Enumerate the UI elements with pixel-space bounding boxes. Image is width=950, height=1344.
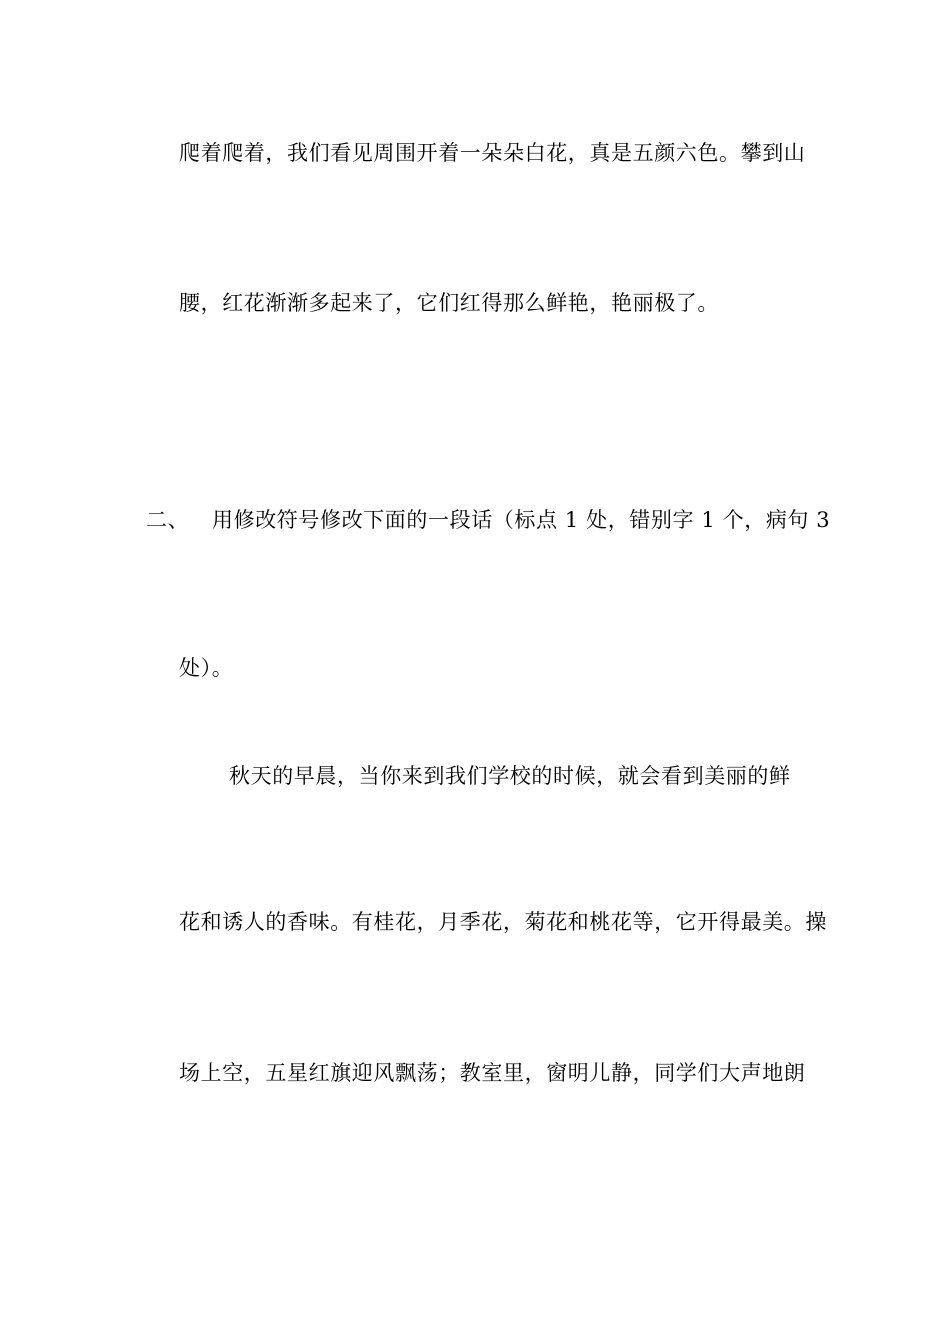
paragraph-line: 爬着爬着，我们看见周围开着一朵朵白花，真是五颜六色。攀到山 [179,141,806,165]
section-instruction: 用修改符号修改下面的一段话（标点 1 处，错别字 1 个，病句 3 [212,508,831,532]
paragraph-line: 腰，红花渐渐多起来了，它们红得那么鲜艳，艳丽极了。 [179,291,719,315]
passage-line: 花和诱人的香味。有桂花，月季花，菊花和桃花等，它开得最美。操 [179,910,827,934]
passage-line: 场上空，五星红旗迎风飘荡；教室里，窗明儿静，同学们大声地朗 [179,1061,806,1085]
section-number: 二、 [146,508,190,532]
section-instruction-continued: 处）。 [179,656,234,680]
passage-line: 秋天的早晨，当你来到我们学校的时候，就会看到美丽的鲜 [229,764,791,788]
